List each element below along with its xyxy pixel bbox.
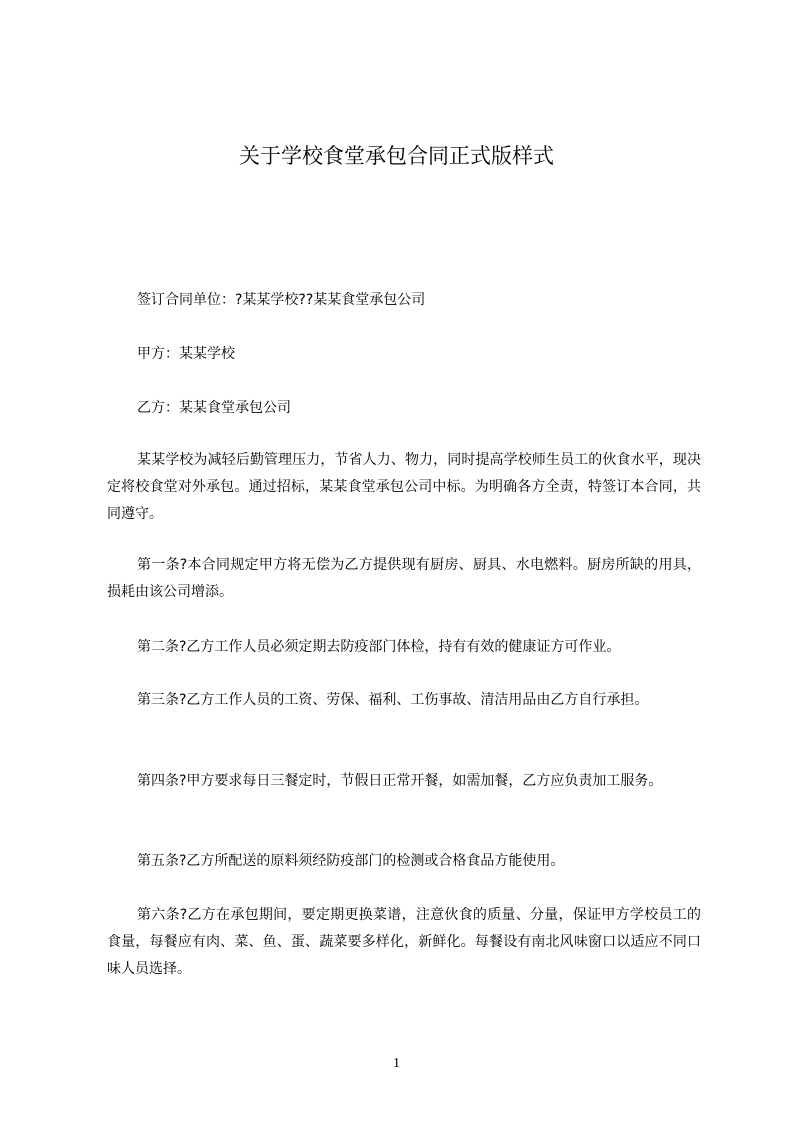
preamble-paragraph: 某某学校为减轻后勤管理压力，节省人力、物力，同时提高学校师生员工的伙食水平，现决定将校食堂对外承包。通过招标，某某食堂承包公司中标。为明确各方全责，特签订本合同，共同遵守。 (107, 452, 701, 522)
article-1-paragraph: 第一条?本合同规定甲方将无偿为乙方提供现有厨房、厨具、水电燃料。厨房所缺的用具，损耗由该公司增添。 (107, 557, 701, 600)
party-a-line: 甲方：某某学校 (137, 346, 235, 362)
article-2-paragraph: 第二条?乙方工作人员必须定期去防疫部门体检，持有有效的健康证方可作业。 (137, 639, 621, 655)
party-b-line: 乙方：某某食堂承包公司 (137, 400, 291, 416)
article-6-paragraph: 第六条?乙方在承包期间，要定期更换菜谱，注意伙食的质量、分量，保证甲方学校员工的食量，每餐应有肉、菜、鱼、蛋、蔬菜要多样化，新鲜化。每餐设有南北风味窗口以适应不同口味人员选择。 (107, 907, 701, 977)
page-number: 1 (393, 1056, 400, 1071)
contract-parties-line: 签订合同单位：?某某学校??某某食堂承包公司 (137, 292, 426, 308)
article-5-paragraph: 第五条?乙方所配送的原料须经防疫部门的检测或合格食品方能使用。 (137, 853, 565, 869)
document-title: 关于学校食堂承包合同正式版样式 (239, 144, 554, 168)
article-3-paragraph: 第三条?乙方工作人员的工资、劳保、福利、工伤事故、清洁用品由乙方自行承担。 (137, 692, 649, 708)
article-4-paragraph: 第四条?甲方要求每日三餐定时，节假日正常开餐，如需加餐，乙方应负责加工服务。 (137, 773, 663, 789)
